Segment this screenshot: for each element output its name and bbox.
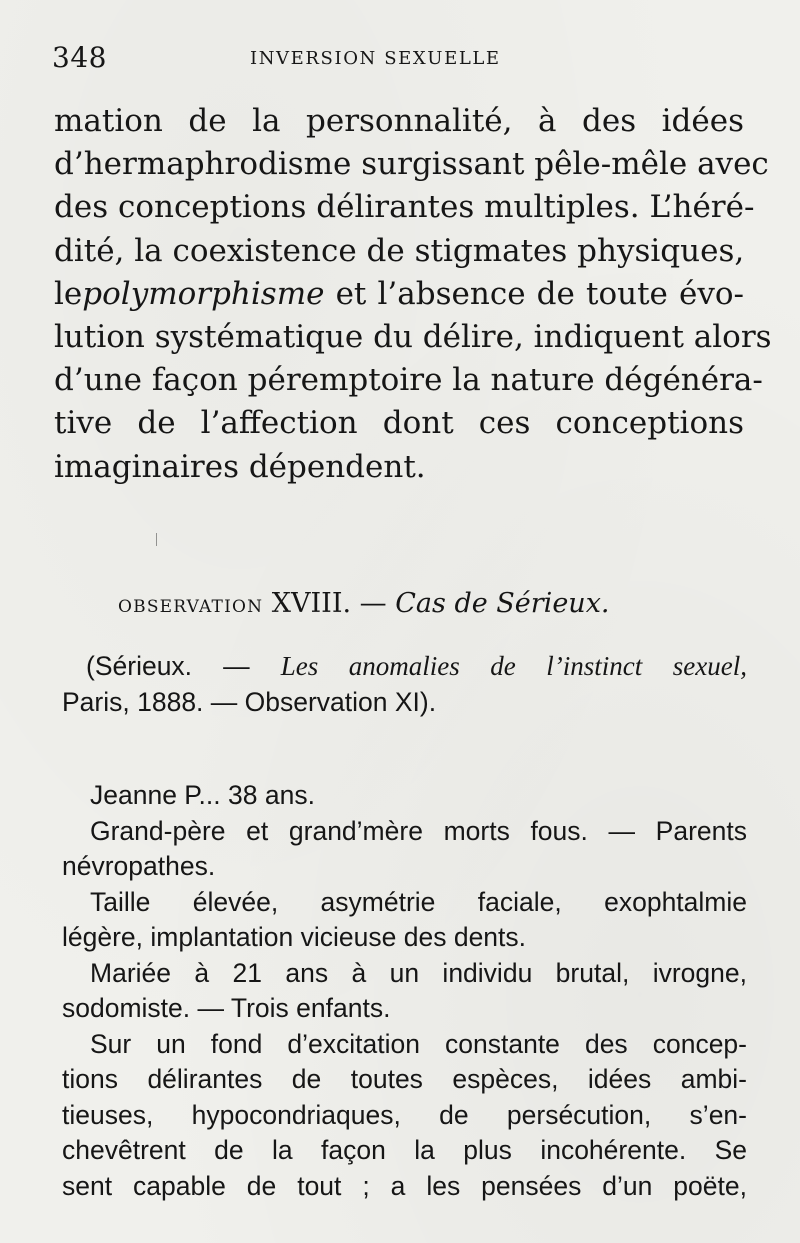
text-line: chevêtrent de la façon la plus incohérente. Se [62,1135,747,1165]
observation-label: OBSERVATION [118,597,264,617]
text-line: Sur un fond d’excitation constante des concep- [90,1028,747,1059]
running-title: INVERSION SEXUELLE [250,48,501,69]
text-line [54,273,744,316]
text-line: sodomiste. — Trois enfants. [62,993,391,1023]
text-fragment: (Sérieux. — [86,651,281,681]
text-fragment: le [54,275,83,312]
text-line: tions délirantes de toutes espèces, idées ambi- [62,1064,747,1094]
text-line: lution systématique du délire, indiquent alors [54,318,772,355]
observation-heading [118,585,683,626]
paragraph-continuation [54,100,772,489]
italic-term: polymorphisme [82,275,325,312]
print-speck [156,533,157,546]
italic-title: Les anomalies de l’instinct sexuel, [280,651,747,681]
page-number: 348 [52,41,107,74]
text-line: tieuses, hypocondriaques, de persécution, s’en- [62,1099,747,1130]
source-citation [62,649,747,720]
text-line: Mariée à 21 ans à un individu brutal, ivrogne, [90,957,747,988]
text-line: Grand-père et grand’mère morts fous. — Parents [90,815,747,846]
text-line: Jeanne P... 38 ans. [90,780,315,810]
observation-title: Cas de Sérieux. [395,588,610,619]
text-line: dité, la coexistence de stigmates physiques, [54,232,745,269]
text-line: Taille élevée, asymétrie faciale, exophtalmie [90,886,747,917]
text-line: sent capable de tout ; a les pensées d’un poëte, [62,1170,747,1201]
text-line: mation de la personnalité, à des idées [54,103,744,139]
text-line [62,649,747,685]
text-line: des conceptions délirantes multiples. L’héré- [54,189,755,226]
text-line: d’une façon péremptoire la nature dégénéra- [54,362,763,399]
text-line: légère, implantation vicieuse des dents. [62,922,527,952]
text-line: tive de l’affection dont ces conceptions [54,405,744,442]
text-line: d’hermaphrodisme surgissant pêle-mêle avec [54,146,769,183]
text-line: névropathes. [62,851,216,881]
text-line: imaginaires dépendent. [54,448,426,485]
case-body [62,778,747,1204]
text-line: Paris, 1888. — Observation XI). [62,686,437,717]
text-fragment: et l’absence de toute évo- [324,275,744,312]
observation-number: XVIII. — [263,588,396,619]
